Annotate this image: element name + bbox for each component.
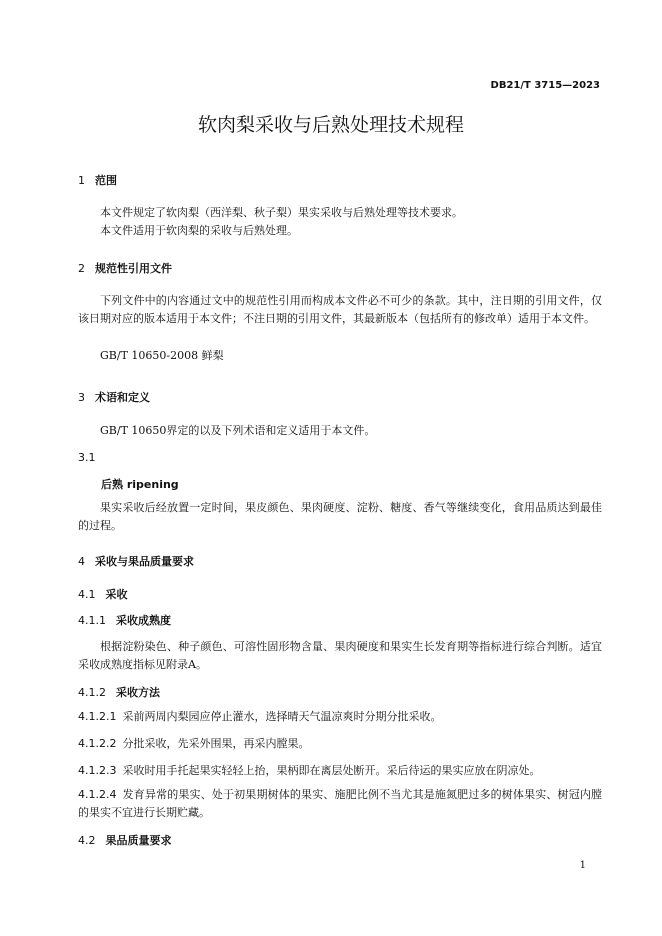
section-title: 采收成熟度 [116,614,171,627]
clause-item [78,762,602,780]
document-title: 软肉梨采收与后熟处理技术规程 [197,114,464,136]
clause-number: 4.1.2.1 [78,710,117,723]
clause-item [78,708,602,726]
paragraph: 本文件适用于软肉梨的采收与后熟处理。 [100,224,298,237]
section-title: 采收方法 [116,686,160,699]
section-number: 2 [78,262,85,275]
section-number: 4 [78,555,85,568]
section-title: 果品质量要求 [105,834,172,847]
section-title: 范围 [95,174,117,187]
subsection-heading-4-1-1 [78,612,171,628]
section-heading-4 [78,553,194,569]
paragraph: 本文件规定了软肉梨（西洋梨、秋子梨）果实采收与后熟处理等技术要求。 [100,206,463,219]
section-title: 采收与果品质量要求 [95,555,194,568]
clause-number: 4.1.2.2 [78,737,117,750]
clause-text: 分批采收，先采外围果，再采内膛果。 [122,737,310,750]
clause-text: 采收时用手托起果实轻轻上抬，果柄即在离层处断开。采后待运的果实应放在阴凉处。 [122,764,541,777]
page-number: 1 [579,860,586,871]
paragraph: GB/T 10650界定的以及下列术语和定义适用于本文件。 [100,424,376,437]
clause-item [78,735,602,753]
section-number: 1 [78,174,85,187]
subsection-heading-4-1-2 [78,684,160,700]
subsection-heading-4-2 [78,832,172,848]
section-number: 4.1.2 [78,686,106,699]
term-label: 后熟 ripening [101,478,179,491]
clause-item [78,786,602,822]
clause-text: 采前两周内梨园应停止灌水，选择晴天气温凉爽时分期分批采收。 [122,710,442,723]
section-number: 4.1 [78,588,96,601]
section-number: 4.2 [78,834,96,847]
term-number: 3.1 [78,451,96,464]
section-heading-3 [78,389,150,405]
section-title: 规范性引用文件 [95,262,172,275]
section-number: 4.1.1 [78,614,106,627]
section-title: 术语和定义 [95,391,150,404]
clause-number: 4.1.2.3 [78,764,117,777]
normative-reference: GB/T 10650-2008 鲜梨 [100,349,224,362]
document-code: DB21/T 3715—2023 [490,80,600,91]
section-heading-2 [78,260,172,276]
term-definition: 果实采收后经放置一定时间，果皮颜色、果肉硬度、淀粉、糖度、香气等继续变化，食用品质达到最佳的过程。 [78,501,602,532]
section-heading-1 [78,172,117,188]
paragraph: 下列文件中的内容通过文中的规范性引用而构成本文件必不可少的条款。其中，注日期的引用文件，仅该日期对应的版本适用于本文件；不注日期的引用文件，其最新版本（包括所有的修改单）适用于本文件。 [78,294,602,325]
section-number: 3 [78,391,85,404]
clause-text: 发育异常的果实、处于初果期树体的果实、施肥比例不当尤其是施氮肥过多的树体果实、树冠内膛的果实不宜进行长期贮藏。 [78,788,602,819]
section-title: 采收 [105,588,128,601]
clause-number: 4.1.2.4 [78,788,117,801]
paragraph: 根据淀粉染色、种子颜色、可溶性固形物含量、果肉硬度和果实生长发育期等指标进行综合判断。适宜采收成熟度指标见附录A。 [78,640,602,671]
subsection-heading-4-1 [78,586,128,602]
